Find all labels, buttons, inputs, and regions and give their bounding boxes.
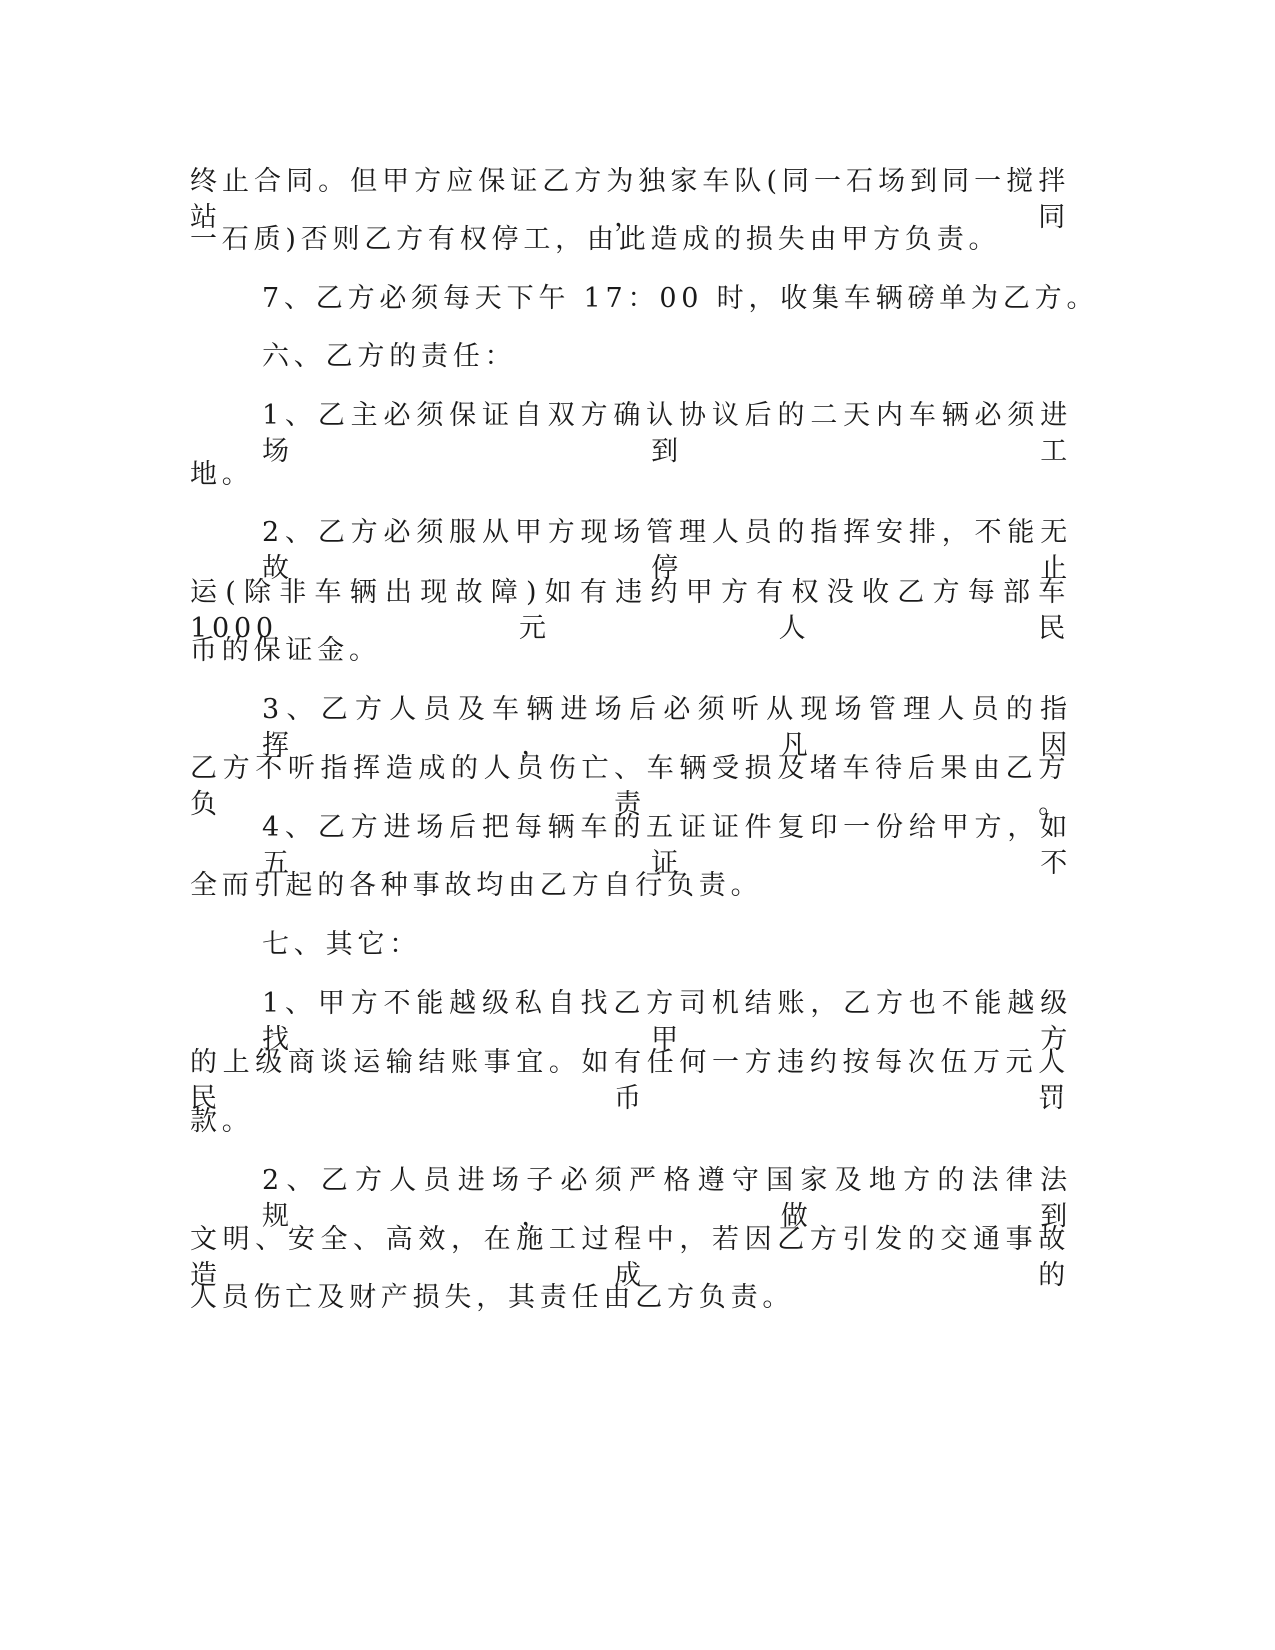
text-line: 1、甲方不能越级私自找乙方司机结账，乙方也不能越级找甲方	[262, 988, 1072, 1055]
text-line: 币的保证金。	[190, 635, 381, 666]
text-line: 2、乙方必须服从甲方现场管理人员的指挥安排，不能无故停止	[262, 517, 1072, 584]
section-heading: 六、乙方的责任：	[262, 341, 517, 372]
text-line: 1、乙主必须保证自双方确认协议后的二天内车辆必须进场到工	[262, 400, 1072, 467]
text-line: 2、乙方人员进场子必须严格遵守国家及地方的法律法规，做到	[262, 1165, 1072, 1232]
text-line: 全而引起的各种事故均由乙方自行负责。	[190, 870, 763, 901]
section-heading: 七、其它：	[262, 929, 421, 960]
text-line: 3、乙方人员及车辆进场后必须听从现场管理人员的指挥，凡因	[262, 694, 1072, 761]
text-line: 的上级商谈运输结账事宜。如有任何一方违约按每次伍万元人民币罚	[190, 1047, 1070, 1114]
text-line: 7、乙方必须每天下午 17：00 时，收集车辆磅单为乙方。	[262, 283, 1099, 314]
text-line: 人员伤亡及财产损失，其责任由乙方负责。	[190, 1282, 795, 1313]
text-line: 文明、安全、高效，在施工过程中，若因乙方引发的交通事故造成的	[190, 1224, 1070, 1291]
text-line: 终止合同。但甲方应保证乙方为独家车队(同一石场到同一搅拌站，同	[190, 166, 1070, 233]
text-line: 一石质)否则乙方有权停工，由此造成的损失由甲方负责。	[190, 224, 1001, 255]
text-line: 地。	[190, 459, 254, 490]
text-line: 乙方不听指挥造成的人员伤亡、车辆受损及堵车待后果由乙方负责。	[190, 753, 1070, 820]
text-line: 运(除非车辆出现故障)如有违约甲方有权没收乙方每部车 1000 元人民	[190, 577, 1070, 644]
text-line: 款。	[190, 1106, 254, 1137]
text-line: 4、乙方进场后把每辆车的五证证件复印一份给甲方，如五证不	[262, 812, 1072, 879]
